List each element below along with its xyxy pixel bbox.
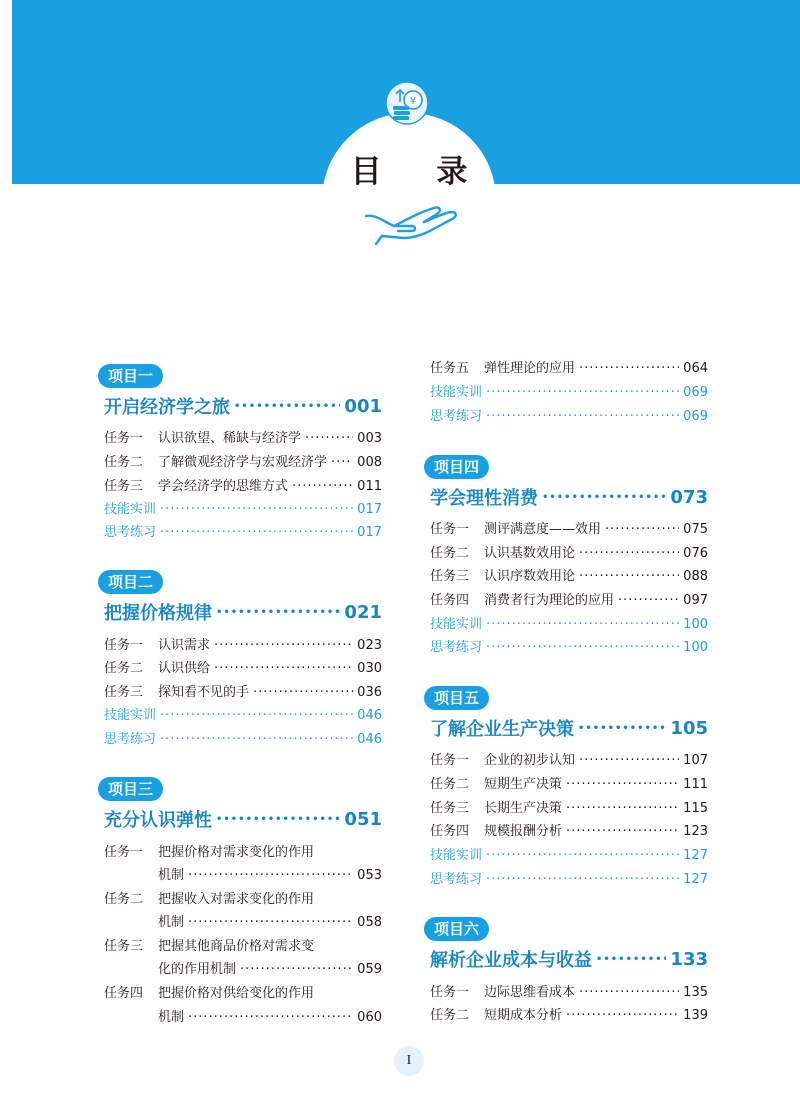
leader-dots [542, 487, 666, 508]
task-page: 076 [683, 546, 708, 561]
page-title: 目 录 [350, 154, 490, 190]
task-label: 任务二 [430, 1008, 470, 1023]
leader-dots [188, 865, 353, 887]
task-page: 053 [357, 868, 382, 883]
extra-name: 思考练习 [430, 409, 483, 424]
toc-extra-entry[interactable] [104, 705, 382, 727]
task-page: 139 [683, 1008, 708, 1023]
leader-dots [331, 452, 353, 474]
extra-name: 思考练习 [430, 640, 483, 655]
project-title-link[interactable] [430, 947, 708, 971]
task-label: 任务一 [430, 985, 470, 1000]
task-name: 边际思维看成本 [484, 985, 576, 1000]
project-title: 把握价格规律 [104, 603, 212, 624]
task-label: 任务二 [104, 455, 144, 470]
task-label: 任务二 [430, 546, 470, 561]
leader-dots [566, 774, 679, 796]
extra-page: 017 [357, 502, 382, 517]
leader-dots [160, 729, 353, 751]
leader-dots [214, 635, 353, 657]
task-page: 111 [683, 777, 708, 792]
task-name-cont: 机制 [158, 1010, 185, 1025]
task-name: 规模报酬分析 [484, 824, 563, 839]
task-name: 认识基数效用论 [484, 546, 576, 561]
leader-dots [579, 543, 679, 565]
leader-dots [486, 845, 679, 867]
task-name-cont: 机制 [158, 868, 185, 883]
task-page: 115 [683, 801, 708, 816]
task-page: 097 [683, 593, 708, 608]
leader-dots [566, 1005, 679, 1027]
project-title-link[interactable] [430, 716, 708, 740]
task-name[interactable]: 把握其他商品价格对需求变 [158, 939, 315, 954]
leader-dots [216, 809, 340, 830]
extra-page: 127 [683, 872, 708, 887]
leader-dots [234, 396, 340, 417]
extra-name: 技能实训 [104, 502, 157, 517]
toc-entry[interactable] [104, 428, 382, 450]
task-page: 060 [357, 1010, 382, 1025]
project-badge: 项目二 [98, 570, 163, 594]
project-page: 051 [344, 808, 382, 830]
task-name: 短期成本分析 [484, 1008, 563, 1023]
task-name: 了解微观经济学与宏观经济学 [158, 455, 328, 470]
task-label: 任务二 [104, 892, 144, 907]
toc-entry[interactable] [430, 590, 708, 612]
toc-entry[interactable] [104, 476, 382, 498]
task-label: 任务三 [104, 939, 144, 954]
task-page: 011 [357, 479, 382, 494]
task-page: 135 [683, 985, 708, 1000]
toc-entry[interactable] [104, 452, 382, 474]
leader-dots [579, 750, 679, 772]
task-label: 任务三 [430, 569, 470, 584]
project-badge: 项目三 [98, 777, 163, 801]
leader-dots [578, 718, 666, 739]
leader-dots [305, 428, 353, 450]
task-label: 任务三 [104, 685, 144, 700]
extra-name: 思考练习 [104, 525, 157, 540]
leader-dots [486, 406, 679, 428]
toc-entry[interactable] [104, 635, 382, 657]
coin-stack-icon [384, 80, 430, 126]
task-name: 消费者行为理论的应用 [484, 593, 615, 608]
task-label: 任务一 [430, 753, 470, 768]
project-badge: 项目四 [424, 455, 489, 479]
extra-page: 127 [683, 848, 708, 863]
project-title: 充分认识弹性 [104, 810, 212, 831]
leader-dots [214, 658, 353, 680]
toc-entry[interactable] [430, 519, 708, 541]
leader-dots [579, 982, 679, 1004]
toc-entry[interactable] [430, 798, 708, 820]
task-name: 认识供给 [158, 661, 211, 676]
task-name: 短期生产决策 [484, 777, 563, 792]
leader-dots [240, 959, 353, 981]
task-page: 023 [357, 638, 382, 653]
project-title-link[interactable] [104, 807, 382, 831]
extra-page: 100 [683, 617, 708, 632]
task-name[interactable]: 把握价格对需求变化的作用 [158, 845, 315, 860]
task-label: 任务三 [430, 801, 470, 816]
task-name: 探知看不见的手 [158, 685, 250, 700]
extra-name: 技能实训 [430, 617, 483, 632]
task-label: 任务四 [430, 593, 470, 608]
extra-page: 100 [683, 640, 708, 655]
task-name: 认识欲望、稀缺与经济学 [158, 431, 302, 446]
toc-entry[interactable] [104, 682, 382, 704]
project-title: 学会理性消费 [430, 488, 538, 509]
toc-extra-entry[interactable] [430, 637, 708, 659]
extra-page: 046 [357, 732, 382, 747]
task-label: 任务一 [430, 522, 470, 537]
project-badge: 项目五 [424, 686, 489, 710]
toc-entry[interactable] [430, 358, 708, 380]
task-page: 075 [683, 522, 708, 537]
task-name: 长期生产决策 [484, 801, 563, 816]
task-page: 030 [357, 661, 382, 676]
task-page: 064 [683, 361, 708, 376]
extra-name: 思考练习 [104, 732, 157, 747]
leader-dots [596, 949, 666, 970]
leader-dots [253, 682, 353, 704]
toc-entry[interactable] [430, 821, 708, 843]
task-page: 058 [357, 915, 382, 930]
extra-name: 思考练习 [430, 872, 483, 887]
leader-dots [486, 869, 679, 891]
leader-dots [188, 1007, 353, 1029]
task-name: 认识需求 [158, 638, 211, 653]
task-label: 任务三 [104, 479, 144, 494]
task-page: 008 [357, 455, 382, 470]
project-title-link[interactable] [104, 394, 382, 418]
task-name[interactable]: 把握收入对需求变化的作用 [158, 892, 315, 907]
extra-name: 技能实训 [430, 848, 483, 863]
task-label: 任务一 [104, 431, 144, 446]
open-hand-icon [362, 200, 460, 246]
task-page: 059 [357, 962, 382, 977]
project-title-link[interactable] [430, 485, 708, 509]
leader-dots [486, 637, 679, 659]
toc-extra-entry[interactable] [104, 522, 382, 544]
task-name: 测评满意度——效用 [484, 522, 602, 537]
task-name-cont: 机制 [158, 915, 185, 930]
toc-extra-entry[interactable] [104, 729, 382, 751]
task-label: 任务四 [104, 986, 144, 1001]
task-page: 003 [357, 431, 382, 446]
toc-extra-entry[interactable] [430, 382, 708, 404]
task-page: 036 [357, 685, 382, 700]
toc-entry[interactable] [158, 912, 382, 934]
page-number: I [394, 1046, 424, 1076]
project-title-link[interactable] [104, 600, 382, 624]
toc-entry[interactable] [158, 959, 382, 981]
project-page: 001 [344, 395, 382, 417]
project-title: 解析企业成本与收益 [430, 950, 592, 971]
leader-dots [160, 499, 353, 521]
task-name[interactable]: 把握价格对供给变化的作用 [158, 986, 315, 1001]
leader-dots [566, 821, 679, 843]
task-name: 弹性理论的应用 [484, 361, 576, 376]
task-label: 任务一 [104, 638, 144, 653]
task-page: 088 [683, 569, 708, 584]
project-title: 了解企业生产决策 [430, 719, 574, 740]
project-page: 073 [670, 486, 708, 508]
leader-dots [292, 476, 353, 498]
task-name: 学会经济学的思维方式 [158, 479, 289, 494]
toc-entry[interactable] [158, 865, 382, 887]
toc-entry[interactable] [104, 658, 382, 680]
toc-entry[interactable] [158, 1007, 382, 1029]
project-badge: 项目一 [98, 364, 163, 388]
extra-page: 017 [357, 525, 382, 540]
project-badge: 项目六 [424, 917, 489, 941]
task-label: 任务四 [430, 824, 470, 839]
project-page: 021 [344, 601, 382, 623]
toc-extra-entry[interactable] [430, 845, 708, 867]
leader-dots [579, 566, 679, 588]
toc-entry[interactable] [430, 543, 708, 565]
extra-page: 046 [357, 708, 382, 723]
toc-extra-entry[interactable] [430, 869, 708, 891]
task-label: 任务二 [104, 661, 144, 676]
toc-entry[interactable] [430, 566, 708, 588]
task-page: 107 [683, 753, 708, 768]
task-label: 任务二 [430, 777, 470, 792]
svg-text:¥: ¥ [409, 96, 417, 107]
toc-extra-entry[interactable] [104, 499, 382, 521]
task-label: 任务一 [104, 845, 144, 860]
task-label: 任务五 [430, 361, 470, 376]
toc-entry[interactable] [430, 982, 708, 1004]
toc-extra-entry[interactable] [430, 614, 708, 636]
leader-dots [160, 705, 353, 727]
leader-dots [160, 522, 353, 544]
extra-page: 069 [683, 409, 708, 424]
extra-name: 技能实训 [104, 708, 157, 723]
project-page: 105 [670, 717, 708, 739]
leader-dots [566, 798, 679, 820]
leader-dots [486, 382, 679, 404]
task-name: 认识序数效用论 [484, 569, 576, 584]
extra-page: 069 [683, 385, 708, 400]
task-name-cont: 化的作用机制 [158, 962, 237, 977]
toc-entry[interactable] [430, 750, 708, 772]
leader-dots [486, 614, 679, 636]
leader-dots [216, 602, 340, 623]
task-page: 123 [683, 824, 708, 839]
project-page: 133 [670, 948, 708, 970]
toc-extra-entry[interactable] [430, 406, 708, 428]
project-title: 开启经济学之旅 [104, 397, 230, 418]
toc-entry[interactable] [430, 774, 708, 796]
toc-entry[interactable] [430, 1005, 708, 1027]
leader-dots [605, 519, 679, 541]
leader-dots [579, 358, 679, 380]
leader-dots [618, 590, 679, 612]
leader-dots [188, 912, 353, 934]
extra-name: 技能实训 [430, 385, 483, 400]
task-name: 企业的初步认知 [484, 753, 576, 768]
